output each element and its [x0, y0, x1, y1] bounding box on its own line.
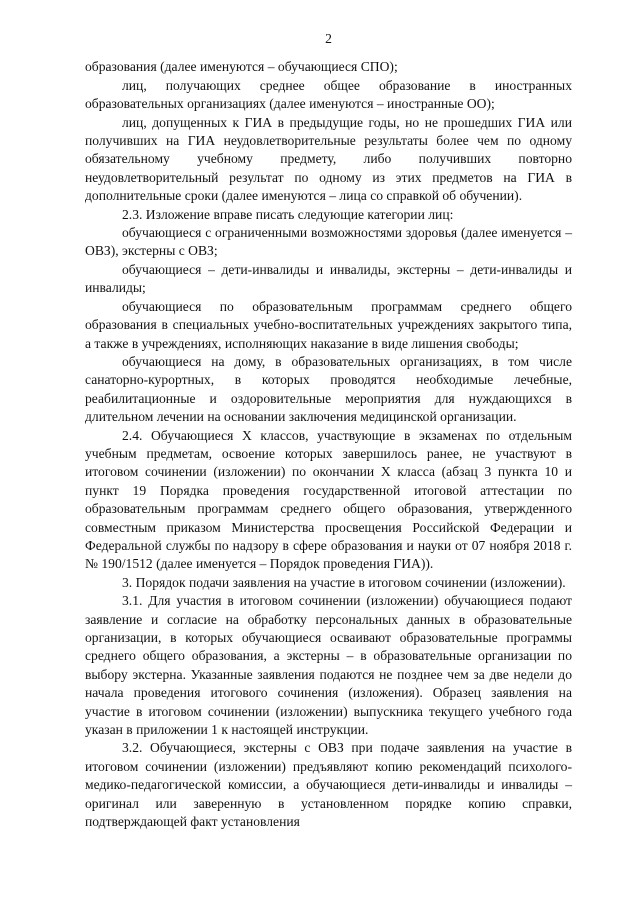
paragraph-spo-continuation: образования (далее именуются – обучающиеся СПО);: [85, 59, 398, 75]
paragraph-section-3-heading: 3. Порядок подачи заявления на участие в итоговом сочинении (изложении).: [122, 574, 566, 590]
paragraph-closed-institutions: обучающиеся по образовательным программам среднего общего образования в специальных учебно-воспитательных учреждениях закрытого типа, а также в учреждениях, исполняющих наказание в виде лишения свободы;: [85, 298, 572, 351]
paragraph-disabled-children: обучающиеся – дети-инвалиды и инвалиды, экстерны – дети-инвалиды и инвалиды;: [85, 261, 572, 296]
paragraph-foreign-schools: лиц, получающих среднее общее образование в иностранных образовательных организациях (далее именуются – иностранные ОО);: [85, 77, 572, 112]
paragraph-3-2: 3.2. Обучающиеся, экстерны с ОВЗ при подаче заявления на участие в итоговом сочинении (изложении) предъявляют копию рекомендаций психолого-медико-педагогической комиссии, а обучающиеся дети-инвалиды и инвалиды – оригинал или заверенную в установленном порядке копию справки, подтверждающей факт установления: [85, 740, 572, 830]
paragraph-3-1: 3.1. Для участия в итоговом сочинении (изложении) обучающиеся подают заявление и согласие на обработку персональных данных в образовательные организации, в которых обучающиеся осваивают образовательные программы среднего общего образования, а экстерны – в образовательные организации по выбору экстерна. Указанные заявления подаются не позднее чем за две недели до начала проведения итогового сочинения (изложения). Образец заявления на участие в итоговом сочинении (изложении) выпускника текущего учебного года указан в приложении 1 к настоящей инструкции.: [85, 593, 572, 738]
document-page: [85, 30, 572, 831]
paragraph-previous-years: лиц, допущенных к ГИА в предыдущие годы, но не прошедших ГИА или получивших на ГИА неудовлетворительные результаты более чем по одному обязательному учебному предмету, либо получивших повторно неудовлетворительный результат по одному из этих предметов на ГИА в дополнительные сроки (далее именуются – лица со справкой об обучении).: [85, 114, 572, 204]
paragraph-2-3-heading: 2.3. Изложение вправе писать следующие категории лиц:: [122, 206, 454, 222]
page-number: 2: [325, 31, 332, 46]
paragraph-2-4: 2.4. Обучающиеся X классов, участвующие в экзаменах по отдельным учебным предметам, освоение которых завершилось ранее, не участвуют в итоговом сочинении (изложении) по окончании X класса (абзац 3 пункта 10 и пункт 19 Порядка проведения государственной итоговой аттестации по образовательным программам среднего общего образования, утвержденного совместным приказом Министерства просвещения Российской Федерации и Федеральной службы по надзору в сфере образования и науки от 07 ноября 2018 г. № 190/1512 (далее именуется – Порядок проведения ГИА)).: [85, 427, 572, 572]
paragraph-ovz: обучающиеся с ограниченными возможностями здоровья (далее именуется – ОВЗ), экстерны с ОВЗ;: [85, 225, 572, 259]
paragraph-home-schooling: обучающиеся на дому, в образовательных организациях, в том числе санаторно-курортных, в которых проводятся необходимые лечебные, реабилитационные и оздоровительные мероприятия для нуждающихся в длительном лечении на основании заключения медицинской организации.: [85, 353, 572, 425]
